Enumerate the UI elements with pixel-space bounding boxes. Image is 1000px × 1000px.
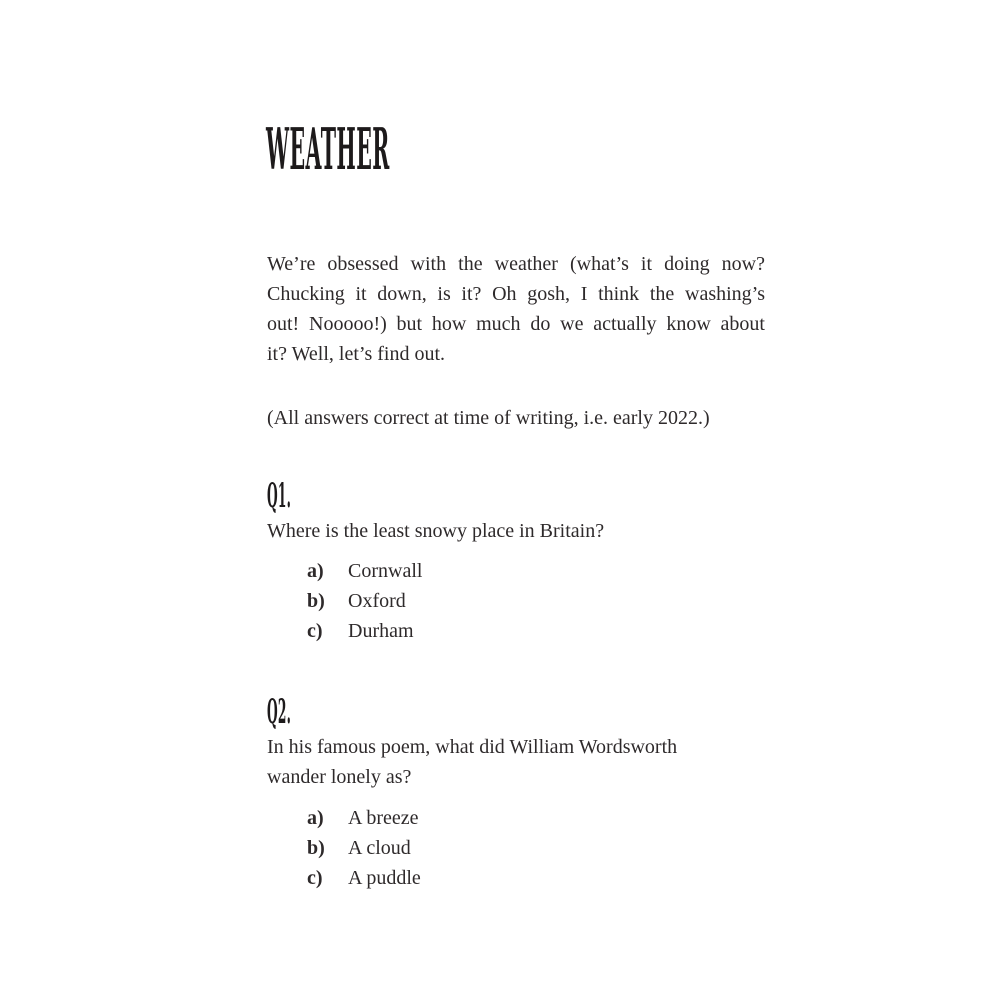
question-2-text: [267, 732, 777, 792]
question-1-text: [267, 516, 777, 546]
option-text: Oxford: [348, 590, 406, 612]
question-2-line: wander lonely as?: [267, 766, 412, 788]
question-2-label: Q2.: [267, 692, 292, 732]
option-key: c): [307, 867, 323, 889]
intro-line: it? Well, let’s find out.: [267, 343, 445, 365]
option-key: c): [307, 620, 323, 642]
option-text: A puddle: [348, 867, 421, 889]
option-key: a): [307, 560, 324, 582]
option-text: A cloud: [348, 837, 411, 859]
option-text: Cornwall: [348, 560, 423, 582]
intro-paragraph: [267, 249, 765, 369]
option-text: A breeze: [348, 807, 419, 829]
option-row: [307, 586, 422, 616]
intro-line: out! Nooooo!) but how much do we actually know about: [267, 313, 765, 335]
option-key: b): [307, 837, 325, 859]
intro-line: Chucking it down, is it? Oh gosh, I think the washing’s: [267, 283, 765, 305]
option-row: [307, 833, 421, 863]
option-row: [307, 803, 421, 833]
option-row: [307, 556, 422, 586]
question-2-options: [307, 803, 421, 893]
option-row: [307, 863, 421, 893]
option-key: a): [307, 807, 324, 829]
option-text: Durham: [348, 620, 414, 642]
page-title: WEATHER: [266, 116, 390, 183]
question-1-line: Where is the least snowy place in Britain?: [267, 520, 605, 542]
question-1-options: [307, 556, 422, 646]
intro-line: We’re obsessed with the weather (what’s it doing now?: [267, 253, 765, 275]
option-row: [307, 616, 422, 646]
answers-note: (All answers correct at time of writing, i.e. early 2022.): [267, 407, 710, 429]
question-1-label: Q1.: [267, 476, 292, 516]
question-2-line: In his famous poem, what did William Wordsworth: [267, 736, 678, 758]
option-key: b): [307, 590, 325, 612]
